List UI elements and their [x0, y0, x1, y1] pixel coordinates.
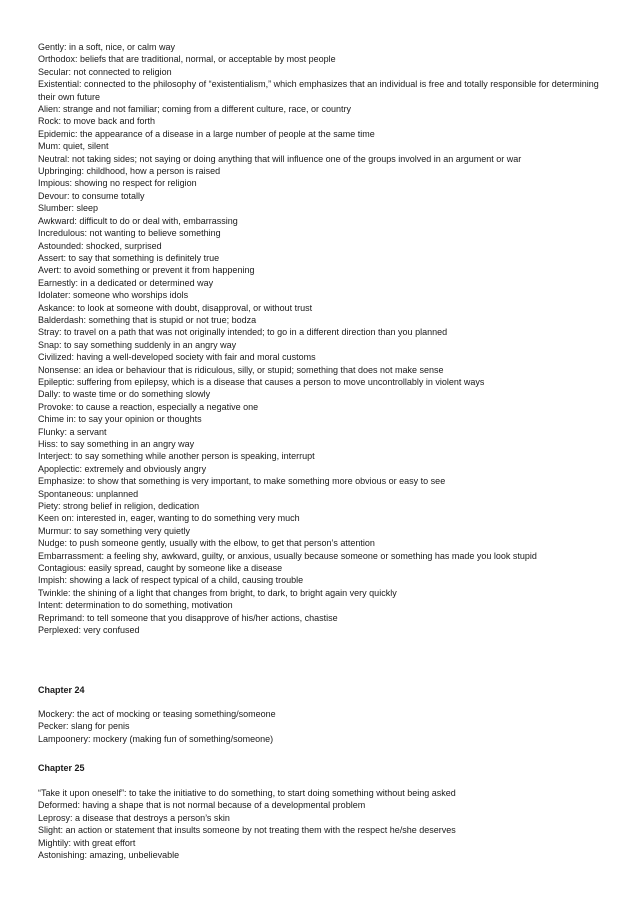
- glossary-entry: Mightily: with great effort: [38, 837, 136, 848]
- glossary-entry: Pecker: slang for penis: [38, 721, 130, 732]
- glossary-entry: Apoplectic: extremely and obviously angry: [38, 463, 207, 474]
- glossary-entry: Piety: strong belief in religion, dedication: [38, 501, 200, 512]
- glossary-entry: Murmur: to say something very quietly: [38, 525, 191, 536]
- glossary-entry: Flunky: a servant: [38, 426, 107, 437]
- glossary-entry: Alien: strange and not familiar; coming from a different culture, race, or country: [38, 104, 351, 115]
- glossary-entry: Civilized: having a well-developed society with fair and moral customs: [38, 352, 316, 363]
- glossary-entry: Emphasize: to show that something is very important, to make something more obvious or easy to see: [38, 476, 446, 487]
- glossary-entry: Stray: to travel on a path that was not originally intended; to go in a different direction than you planned: [38, 327, 448, 338]
- glossary-entry: Dally: to waste time or do something slowly: [38, 389, 211, 400]
- glossary-entry: Incredulous: not wanting to believe something: [38, 228, 221, 239]
- glossary-entry: Keen on: interested in, eager, wanting to do something very much: [38, 513, 300, 524]
- glossary-entry: Provoke: to cause a reaction, especially a negative one: [38, 401, 259, 412]
- glossary-entry: Contagious: easily spread, caught by someone like a disease: [38, 563, 283, 574]
- glossary-entry: Intent: determination to do something, motivation: [38, 600, 233, 611]
- glossary-entry: Lampoonery: mockery (making fun of something/someone): [38, 733, 274, 744]
- glossary-entry: Twinkle: the shining of a light that changes from bright, to dark, to bright again very quickly: [38, 587, 397, 598]
- glossary-entry: Snap: to say something suddenly in an angry way: [38, 339, 237, 350]
- chapter-24-section: [38, 684, 613, 696]
- glossary-entry: Perplexed: very confused: [38, 625, 140, 636]
- chapter-24-list: [38, 708, 613, 745]
- glossary-entry: Epidemic: the appearance of a disease in a large number of people at the same time: [38, 128, 375, 139]
- glossary-entry: Impious: showing no respect for religion: [38, 178, 197, 189]
- glossary-entry: Earnestly: in a dedicated or determined way: [38, 277, 214, 288]
- glossary-entry: Nudge: to push someone gently, usually with the elbow, to get that person’s attention: [38, 538, 375, 549]
- glossary-entry: Chime in: to say your opinion or thoughts: [38, 414, 202, 425]
- glossary-entry: Neutral: not taking sides; not saying or doing anything that will influence one of the groups involved in an argument or war: [38, 153, 522, 164]
- glossary-entry: Spontaneous: unplanned: [38, 488, 139, 499]
- glossary-entry: Nonsense: an idea or behaviour that is ridiculous, silly, or stupid; something that does not make sense: [38, 364, 444, 375]
- glossary-entry: Hiss: to say something in an angry way: [38, 439, 195, 449]
- glossary-entry: Impish: showing a lack of respect typical of a child, causing trouble: [38, 575, 304, 586]
- glossary-entry: Avert: to avoid something or prevent it from happening: [38, 265, 255, 276]
- glossary-entry: Secular: not connected to religion: [38, 66, 172, 77]
- glossary-entry: Embarrassment: a feeling shy, awkward, guilty, or anxious, usually because someone or something has made you look stupid: [38, 550, 537, 561]
- glossary-entry: Upbringing: childhood, how a person is raised: [38, 166, 221, 177]
- glossary-entry: Reprimand: to tell someone that you disapprove of his/her actions, chastise: [38, 612, 338, 623]
- glossary-entry: Devour: to consume totally: [38, 190, 145, 201]
- glossary-entry: Mockery: the act of mocking or teasing something/someone: [38, 709, 276, 719]
- glossary-entry: Astounded: shocked, surprised: [38, 240, 162, 251]
- glossary-entry: Awkward: difficult to do or deal with, embarrassing: [38, 215, 238, 226]
- glossary-entry: Leprosy: a disease that destroys a person’s skin: [38, 812, 230, 823]
- glossary-entry: Interject: to say something while another person is speaking, interrupt: [38, 451, 315, 462]
- glossary-entry: Epileptic: suffering from epilepsy, which is a disease that causes a person to move uncontrollably in violent ways: [38, 376, 485, 387]
- glossary-entry: Rock: to move back and forth: [38, 116, 156, 127]
- glossary-entry: Mum: quiet, silent: [38, 141, 109, 152]
- glossary-entry: Slight: an action or statement that insults someone by not treating them with the respect he/she deserves: [38, 825, 456, 836]
- glossary-entry: Gently: in a soft, nice, or calm way: [38, 42, 176, 52]
- glossary-entry: Slumber: sleep: [38, 203, 99, 214]
- glossary-entry: Assert: to say that something is definitely true: [38, 252, 220, 263]
- chapter-heading: Chapter 25: [38, 763, 85, 773]
- glossary-entry: Astonishing: amazing, unbelievable: [38, 850, 180, 861]
- glossary-entry: “Take it upon oneself”: to take the initiative to do something, to start doing something without being asked: [38, 788, 456, 798]
- glossary-entry: Deformed: having a shape that is not normal because of a developmental problem: [38, 800, 366, 811]
- glossary-entry: Askance: to look at someone with doubt, disapproval, or without trust: [38, 302, 313, 313]
- glossary-entry: Balderdash: something that is stupid or not true; bodza: [38, 314, 257, 325]
- chapter-25-list: [38, 787, 613, 861]
- glossary-entry: Orthodox: beliefs that are traditional, normal, or acceptable by most people: [38, 54, 336, 65]
- glossary-entry: Existential: connected to the philosophy of “existentialism,” which emphasizes that an individual is free and totally responsible for determining their own future: [38, 79, 599, 102]
- chapter-heading: Chapter 24: [38, 685, 85, 695]
- glossary-list: [38, 41, 613, 637]
- chapter-25-section: [38, 762, 613, 774]
- glossary-entry: Idolater: someone who worships idols: [38, 290, 189, 301]
